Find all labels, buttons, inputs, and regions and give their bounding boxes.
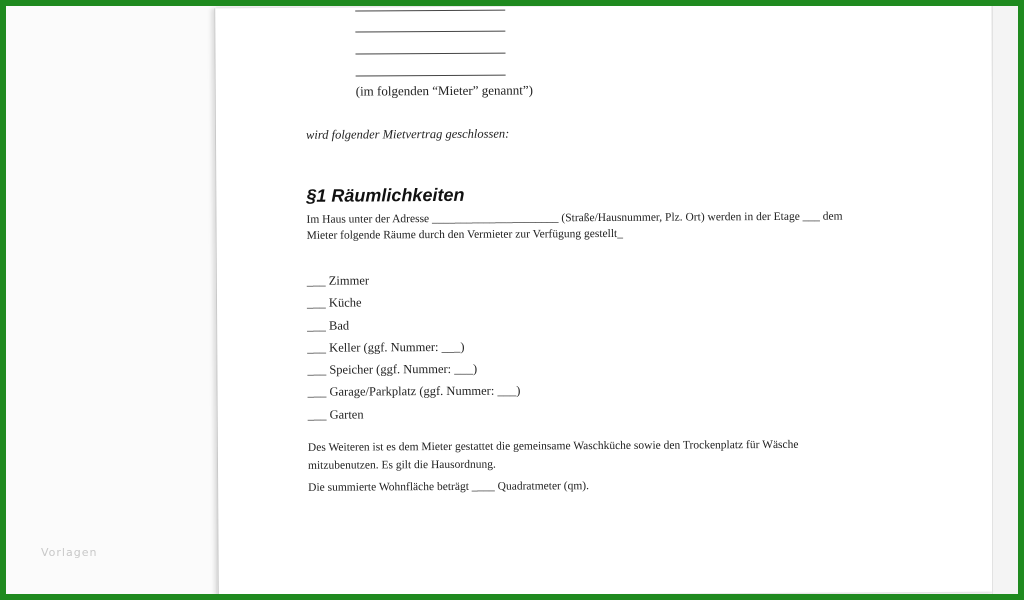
- list-item: ___ Garten: [307, 407, 364, 422]
- signature-line: [355, 53, 505, 55]
- list-item: ___ Zimmer: [306, 273, 370, 288]
- list-item: ___ Bad: [307, 318, 350, 333]
- watermark: Vorlagen: [41, 546, 98, 559]
- mieter-note: (im folgenden “Mieter” genannt”): [355, 82, 533, 99]
- signature-line: [356, 75, 506, 77]
- list-item: ___ Keller (ggf. Nummer: ___): [307, 339, 465, 355]
- paragraph-line: mitzubenutzen. Es gilt die Hausordnung.: [307, 458, 496, 472]
- list-item: ___ Garage/Parkplatz (ggf. Nummer: ___): [307, 384, 521, 400]
- left-margin-area: [6, 6, 216, 594]
- paragraph-line: Im Haus unter der Adresse ______________________ (Straße/Hausnummer, Plz. Ort) werden in der Etage ___ dem: [306, 210, 843, 226]
- paragraph-line: Des Weiteren ist es dem Mieter gestattet die gemeinsame Waschküche sowie den Trockenplatz für Wäsche: [307, 438, 799, 454]
- intro-text: wird folgender Mietvertrag geschlossen:: [305, 126, 510, 142]
- signature-line: [355, 31, 505, 33]
- screenshot-frame: [6, 6, 1018, 594]
- signature-line: [355, 10, 505, 12]
- list-item: ___ Speicher (ggf. Nummer: ___): [307, 361, 478, 378]
- section-heading: §1 Räumlichkeiten: [306, 184, 465, 206]
- document-page: [214, 6, 995, 594]
- right-margin-area: [992, 6, 1018, 594]
- rooms-list: [307, 269, 521, 426]
- area-paragraph: Die summierte Wohnfläche beträgt ____ Quadratmeter (qm).: [308, 480, 590, 494]
- paragraph-line: Mieter folgende Räume durch den Vermieter zur Verfügung gestellt_: [306, 227, 624, 242]
- list-item: ___ Küche: [306, 295, 362, 311]
